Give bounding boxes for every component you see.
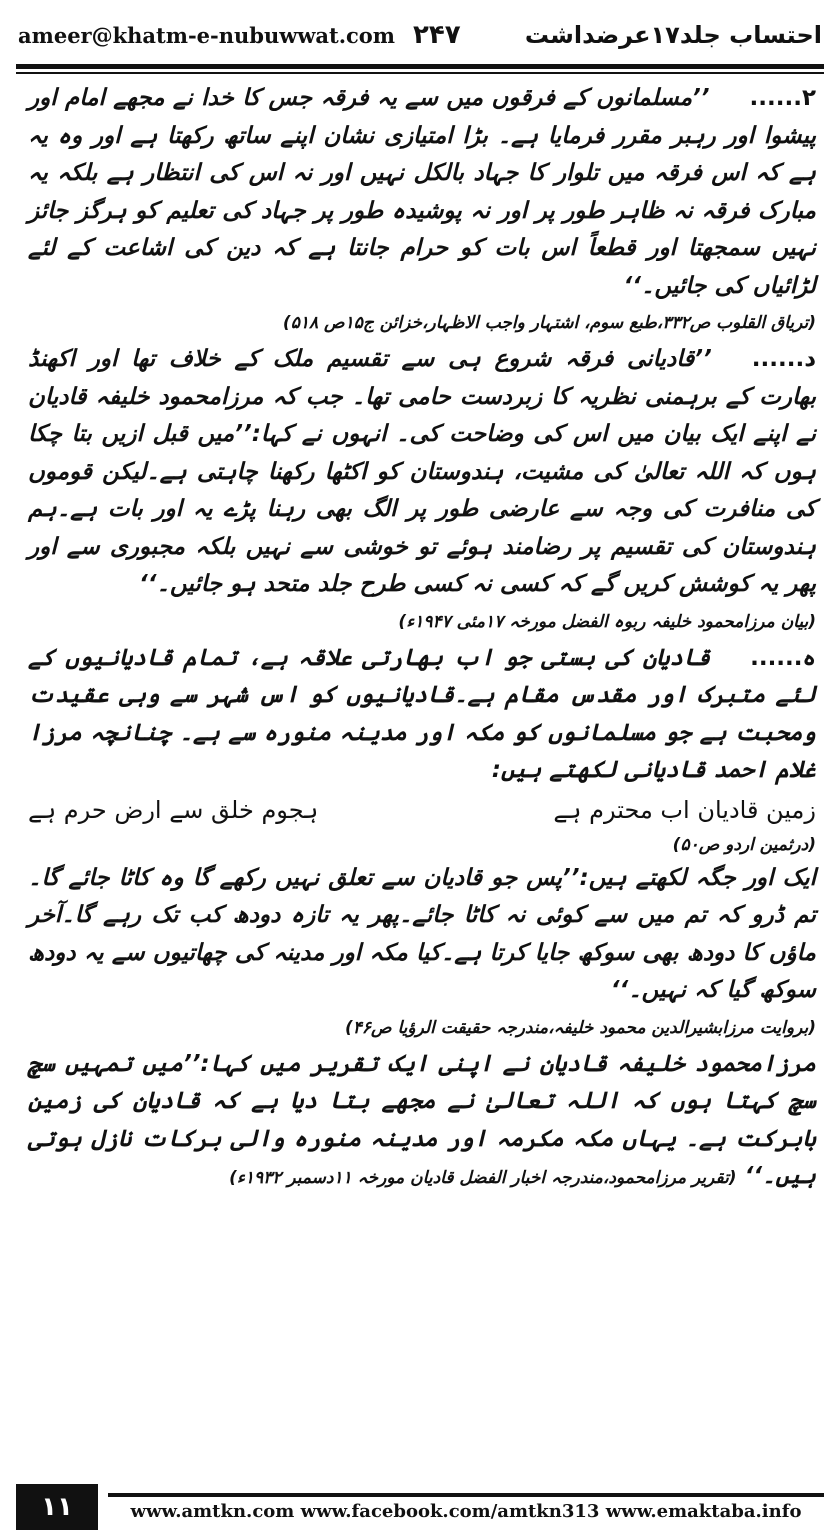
paragraph-text: ’’مسلمانوں کے فرقوں میں سے یہ فرقہ جس کا خدا نے مجھے امام اور پیشوا اور رہبر مقرر فرمایا ہے۔ بڑا امتیازی نشان اپنے ساتھ رکھتا ہے اور وہ یہ ہے کہ اس فرقہ میں تلوار کا جہاد بالکل نہیں اور نہ اس کی انتظار ہے بلکہ یہ مبارک فرقہ نہ ظاہر طور پر اور نہ پوشیدہ طور پر جہاد کی تعلیم کو ہرگز جائز نہیں سمجھتا اور قطعاً اس بات کو حرام جانتا ہے کہ دین کی اشاعت کے لئے لڑائیاں کی جائیں۔‘‘ [28,85,816,299]
paragraph-speech [28,1046,816,1197]
page-header [18,14,822,56]
header-rule-thick [16,64,824,69]
poetry-verse [28,790,816,830]
page-body [28,80,816,1196]
paragraph-text: ’’قادیانی فرقہ شروع ہی سے تقسیم ملک کے خلاف تھا اور اکھنڈ بھارت کے برہمنی نظریہ کا زبردست حامی تھا۔ جب کہ مرزامحمود خلیفہ قادیان نے اپنے ایک بیان میں اس کی وضاحت کی۔ انہوں نے کہا:’’میں قبل ازیں بتا چکا ہوں کہ اللہ تعالیٰ کی مشیت، ہندوستان کو اکٹھا رکھنا چاہتی ہے۔لیکن قوموں کی منافرت کی وجہ سے عارضی طور پر الگ بھی رہنا پڑے یہ اور بات ہے۔ہم ہندوستان کی تقسیم پر رضامند ہوئے تو خوشی سے نہیں بلکہ مجبوری سے اور پھر یہ کوشش کریں گے کہ کسی نہ کسی طرح جلد متحد ہو جائیں۔‘‘ [28,346,816,597]
citation: (بیان مرزامحمود خلیفہ ربوہ الفضل مورخہ ۱۷مئی ۱۹۴۷ء) [398,611,816,632]
paragraph-text: مرزامحمود خلیفہ قادیان نے اپنی ایک تقریر میں کہا:’’میں تمہیں سچ سچ کہتا ہوں کہ اللہ تعالیٰ نے مجھے بتا دیا ہے کہ قادیان کی زمین بابرکت ہے۔ یہاں مکہ مکرمہ اور مدینہ منورہ والی برکات نازل ہوتی ہیں۔‘‘ [28,1050,816,1189]
paragraph-quote: ایک اور جگہ لکھتے ہیں:’’پس جو قادیان سے تعلق نہیں رکھے گا وہ کاٹا جائے گا۔تم ڈرو کہ تم میں سے کوئی نہ کاٹا جائے۔پھر یہ تازہ دودھ کب تک رہے گا۔آخر ماؤں کا دودھ بھی سوکھ جایا کرتا ہے۔کیا مکہ اور مدینہ کی چھاتیوں سے یہ دودھ سوکھ گیا کہ نہیں۔‘‘ [28,864,816,1003]
paragraph-marker: ہ...... [750,644,816,671]
paragraph-2 [28,80,816,305]
citation: (تریاق القلوب ص۳۳۲،طبع سوم، اشتہار واجب الاظہار،خزائن ج۱۵ص ۵۱۸) [282,313,816,333]
footer-rule [108,1493,824,1497]
page-number: ۲۴۷ [413,20,461,50]
footer-links: www.amtkn.com www.facebook.com/amtkn313 www.emaktaba.info [130,1500,802,1522]
citation: (بروایت مرزابشیرالدین محمود خلیفہ،مندرجہ حقیقت الرؤیا ص۴۶) [344,1017,816,1038]
verse-first-half: زمین قادیان اب محترم ہے [553,795,816,824]
header-left [18,20,461,50]
page-footer [108,1484,824,1530]
paragraph-d [28,341,816,604]
paragraph-h [28,640,816,790]
citation: (درثمین اردو ص۵۰) [672,834,816,855]
paragraph-marker: د...... [751,346,816,372]
citation: (تقریر مرزامحمود،مندرجہ اخبار الفضل قادیان مورخہ ۱۱دسمبر ۱۹۳۲ء) [229,1168,737,1188]
verse-second-half: ہجوم خلق سے ارض حرم ہے [28,795,319,824]
book-title: احتساب جلد۱۷عرضداشت [524,21,822,49]
header-email: ameer@khatm-e-nubuwwat.com [18,22,396,48]
sheet-number: ۱۱ [16,1484,98,1530]
paragraph-marker: ۲...... [749,85,816,111]
paragraph-text: قادیان کی بستی جو اب بھارتی علاقہ ہے، تمام قادیانیوں کے لئے متبرک اور مقدس مقام ہے۔قادیانیوں کو اس شہر سے وہی عقیدت ومحبت ہے جو مسلمانوں کو مکہ اور مدینہ منورہ سے ہے۔ چنانچہ مرزا غلام احمد قادیانی لکھتے ہیں: [28,644,816,783]
header-rule-thin [16,72,824,74]
